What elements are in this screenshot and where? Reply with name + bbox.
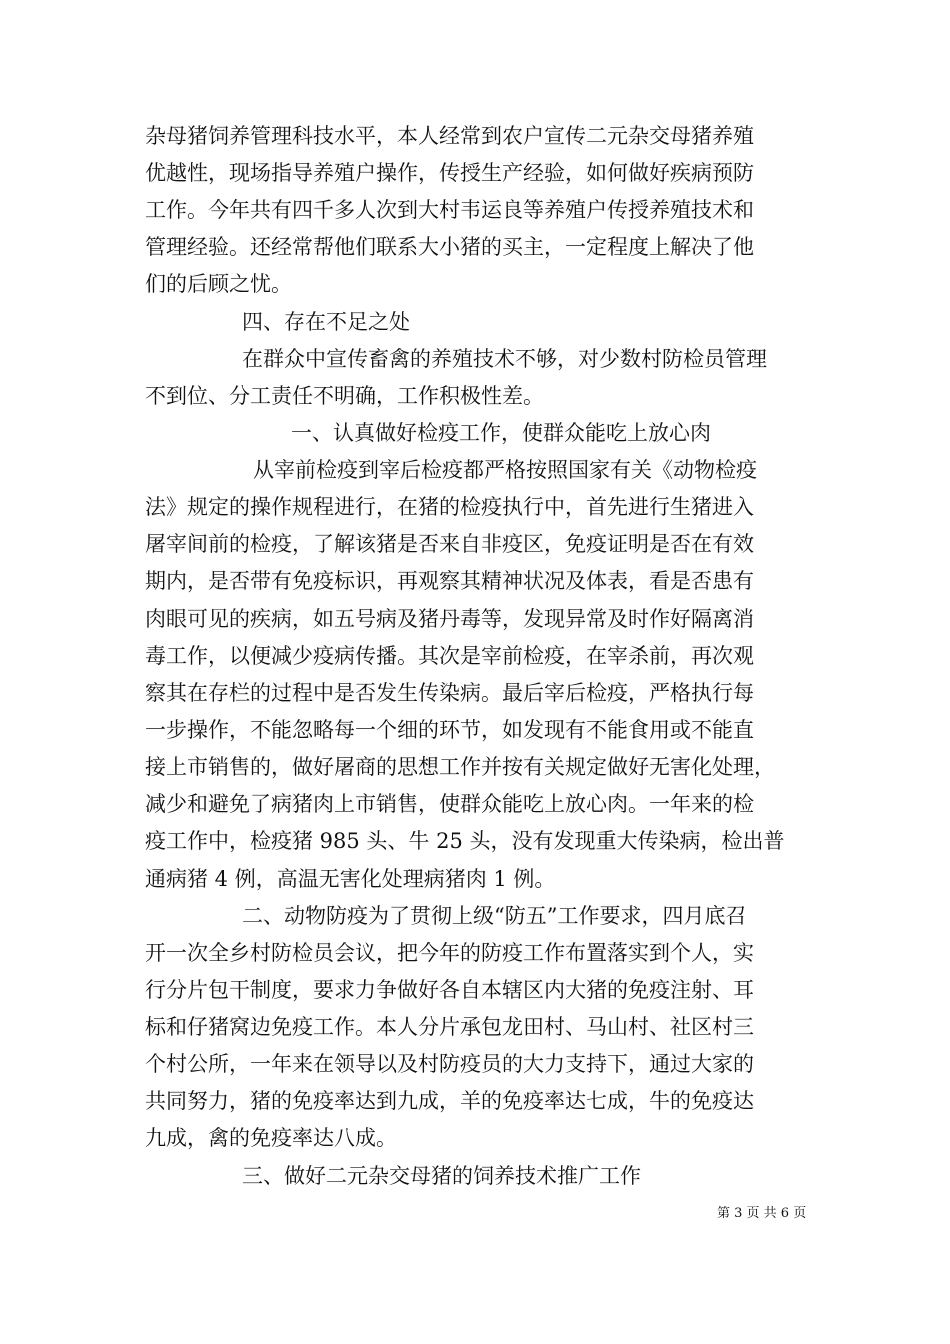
text-line: 通病猪 4 例，高温无害化处理病猪肉 1 例。 <box>145 867 556 891</box>
section-heading: 三、做好二元杂交母猪的饲养技术推广工作 <box>242 1164 641 1188</box>
text-line: 管理经验。还经常帮他们联系大小猪的买主，一定程度上解决了他 <box>145 235 754 259</box>
section-heading: 四、存在不足之处 <box>242 310 410 334</box>
text-line: 不到位、分工责任不明确，工作积极性差。 <box>145 384 544 408</box>
text-line: 九成，禽的免疫率达八成。 <box>145 1126 397 1150</box>
text-line: 标和仔猪窝边免疫工作。本人分片承包龙田村、马山村、社区村三 <box>145 1015 754 1039</box>
text-line: 肉眼可见的疾病，如五号病及猪丹毒等，发现异常及时作好隔离消 <box>145 607 754 631</box>
text-line: 开一次全乡村防检员会议，把今年的防疫工作布置落实到个人，实 <box>145 941 754 965</box>
text-line: 从宰前检疫到宰后检疫都严格按照国家有关《动物检疫 <box>253 458 757 482</box>
text-line: 们的后顾之忧。 <box>145 272 292 296</box>
text-line: 行分片包干制度，要求力争做好各自本辖区内大猪的免疫注射、耳 <box>145 978 754 1002</box>
text-line: 屠宰间前的检疫，了解该猪是否来自非疫区，免疫证明是否在有效 <box>145 532 754 556</box>
section-heading: 一、认真做好检疫工作，使群众能吃上放心肉 <box>291 421 711 445</box>
text-line: 工作。今年共有四千多人次到大村韦运良等养殖户传授养殖技术和 <box>145 198 754 222</box>
text-line: 共同努力，猪的免疫率达到九成，羊的免疫率达七成，牛的免疫达 <box>145 1089 754 1113</box>
text-line: 个村公所，一年来在领导以及村防疫员的大力支持下，通过大家的 <box>145 1052 754 1076</box>
text-line: 疫工作中，检疫猪 985 头、牛 25 头，没有发现重大传染病，检出普 <box>145 829 785 853</box>
text-line: 接上市销售的，做好屠商的思想工作并按有关规定做好无害化处理， <box>145 755 775 779</box>
text-line: 在群众中宣传畜禽的养殖技术不够，对少数村防检员管理 <box>242 347 767 371</box>
text-line: 察其在存栏的过程中是否发生传染病。最后宰后检疫，严格执行每 <box>145 681 754 705</box>
text-line: 减少和避免了病猪肉上市销售，使群众能吃上放心肉。一年来的检 <box>145 792 754 816</box>
text-line: 期内，是否带有免疫标识，再观察其精神状况及体表，看是否患有 <box>145 569 754 593</box>
text-line: 一步操作，不能忽略每一个细的环节，如发现有不能食用或不能直 <box>145 718 754 742</box>
text-line: 法》规定的操作规程进行，在猪的检疫执行中，首先进行生猪进入 <box>145 495 754 519</box>
text-line: 毒工作，以便减少疫病传播。其次是宰前检疫，在宰杀前，再次观 <box>145 644 754 668</box>
section-heading: 二、动物防疫为了贯彻上级“防五”工作要求，四月底召 <box>242 904 747 928</box>
text-line: 优越性，现场指导养殖户操作，传授生产经验，如何做好疾病预防 <box>145 161 754 185</box>
page-number-footer: 第 3 页 共 6 页 <box>717 1206 807 1221</box>
text-line: 杂母猪饲养管理科技水平，本人经常到农户宣传二元杂交母猪养殖 <box>145 124 754 148</box>
